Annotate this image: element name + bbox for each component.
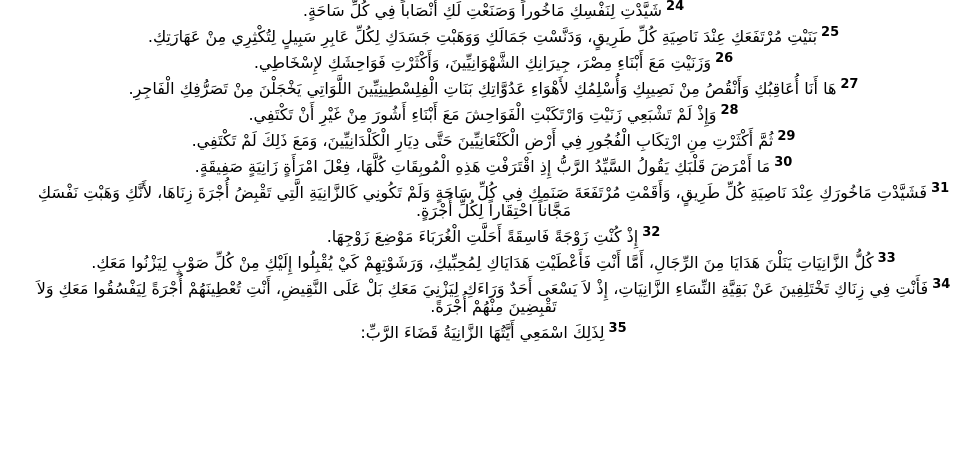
verse-24 <box>28 2 959 20</box>
verse-text: وَإِذْ لَمْ تَشْبَعِي زَنَيْتِ وَارْتَكَبْتِ الْفَوَاحِشَ مَعَ أَبْنَاءِ أَشُورَ مِنْ غَيْرِ أَنْ تَكْتَفِي. <box>248 105 717 124</box>
verse-number: 25 <box>821 24 840 40</box>
verse-text: بَنَيْتِ مُرْتَفَعَكِ عِنْدَ نَاصِيَةِ كُلِّ طَرِيقٍ، وَدَنَّسْتِ جَمَالَكِ وَوَهَبْتِ جَسَدَكِ لِكُلِّ عَابِرِ سَبِيلٍ لِتُكْثِرِي مِنْ عَهَارَتِكِ. <box>147 27 818 46</box>
verse-text: إِذْ كُنْتِ زَوْجَةً فَاسِقَةً أَحَلَّتِ الْغُرَبَاءَ مَوْضِعَ زَوْجِهَا. <box>326 227 639 246</box>
verse-text: فَشَيَّدْتِ مَاخُورَكِ عِنْدَ نَاصِيَةِ كُلِّ طَرِيقٍ، وَأَقَمْتِ مُرْتَفَعَةَ صَنَمِكِ فِي كُلِّ سَاحَةٍ وَلَمْ تَكُونِي كَالزَّانِيَةِ الَّتِي تَقْبِضُ أُجْرَةَ زِنَاهَا، لأَنَّكِ وَهَبْتِ نَفْسَكِ مَجَّاناً احْتِقَاراً لِكُلِّ أُجْرَةٍ. <box>37 183 928 220</box>
verse-text: لِذَلِكَ اسْمَعِي أَيَّتُهَا الزَّانِيَةُ قَضَاءَ الرَّبِّ: <box>360 323 605 342</box>
verse-number: 28 <box>720 102 739 118</box>
verse-number: 34 <box>932 276 951 292</box>
verse-text: مَا أَمْرَضَ قَلْبَكِ يَقُولُ السَّيِّدُ الرَّبُّ إِذِ اقْتَرَفْتِ هَذِهِ الْمُوبِقَاتِ كُلَّهَا، فِعْلَ امْرَأَةٍ زَانِيَةٍ صَفِيقَةٍ. <box>194 157 771 176</box>
verse-number: 27 <box>840 76 859 92</box>
verse-number: 31 <box>931 180 950 196</box>
verse-number: 33 <box>877 250 896 266</box>
verse-text: وَزَنَيْتِ مَعَ أَبْنَاءِ مِصْرَ، جِيرَانِكِ الشَّهْوَانِيِّينَ، وَأَكْثَرْتِ فَوَاحِشَكِ لإِسْخَاطِي. <box>253 53 712 72</box>
verse-number: 29 <box>777 128 796 144</box>
verse-number: 24 <box>666 0 685 14</box>
verse-29 <box>28 128 959 150</box>
verse-number: 32 <box>642 224 661 240</box>
verse-text: فَأَنْتِ فِي زِنَاكِ تَخْتَلِفِينَ عَنْ بَقِيَّةِ النِّسَاءِ الزَّانِيَاتِ، إِذْ لاَ يَسْعَى أَحَدٌ وَرَاءَكِ لِيَزْنِيَ مَعَكِ بَلْ عَلَى النَّقِيضِ، أَنْتِ تُعْطِينَهُمْ أُجْرَةً لِيَفْسُقُوا مَعَكِ وَلاَ تَقْبِضِينَ مِنْهُمْ أُجْرَةً. <box>36 279 929 316</box>
verse-number: 30 <box>774 154 793 170</box>
verse-text: ثُمَّ أَكْثَرْتِ مِنِ ارْتِكَابِ الْفُجُورِ فِي أَرْضِ الْكَنْعَانِيِّينَ حَتَّى دِيَارِ الْكَلْدَانِيِّينَ، وَمَعَ ذَلِكَ لَمْ تَكْتَفِي. <box>191 131 774 150</box>
verse-30 <box>28 154 959 176</box>
verse-28 <box>28 102 959 124</box>
verse-32 <box>28 224 959 246</box>
verse-text: هَا أَنَا أُعَاقِبُكِ وَأَنْقُصُ مِنْ نَصِيبِكِ وَأُسْلِمُكِ لأَهْوَاءِ عَدُوَّاتِكِ بَنَاتِ الْفِلِسْطِينِيِّينَ اللَّوَاتِي يَخْجَلْنَ مِنْ تَصَرُّفِكِ الْفَاجِرِ. <box>128 79 837 98</box>
verse-25 <box>28 24 959 46</box>
verse-text: كُلُّ الزَّانِيَاتِ يَنَلْنَ هَدَايَا مِنَ الرِّجَالِ، أَمَّا أَنْتِ فَأَعْطَيْتِ هَدَايَاكِ لِمُحِبِّيكِ، وَرَشَوْتِهِمْ كَيْ يُقْبِلُوا إِلَيْكِ مِنْ كُلِّ صَوْبٍ لِيَزْنُوا مَعَكِ. <box>91 253 874 272</box>
verse-text: شَيَّدْتِ لِنَفْسِكِ مَاخُوراً وَصَنَعْتِ لَكِ أَنْصَاباً فِي كُلِّ سَاحَةٍ. <box>302 1 663 20</box>
verse-number: 35 <box>608 320 627 336</box>
verse-31 <box>28 180 959 220</box>
verse-26 <box>28 50 959 72</box>
verse-33 <box>28 250 959 272</box>
verse-number: 26 <box>715 50 734 66</box>
verse-34 <box>28 276 959 316</box>
verse-35 <box>28 320 959 342</box>
verse-27 <box>28 76 959 98</box>
